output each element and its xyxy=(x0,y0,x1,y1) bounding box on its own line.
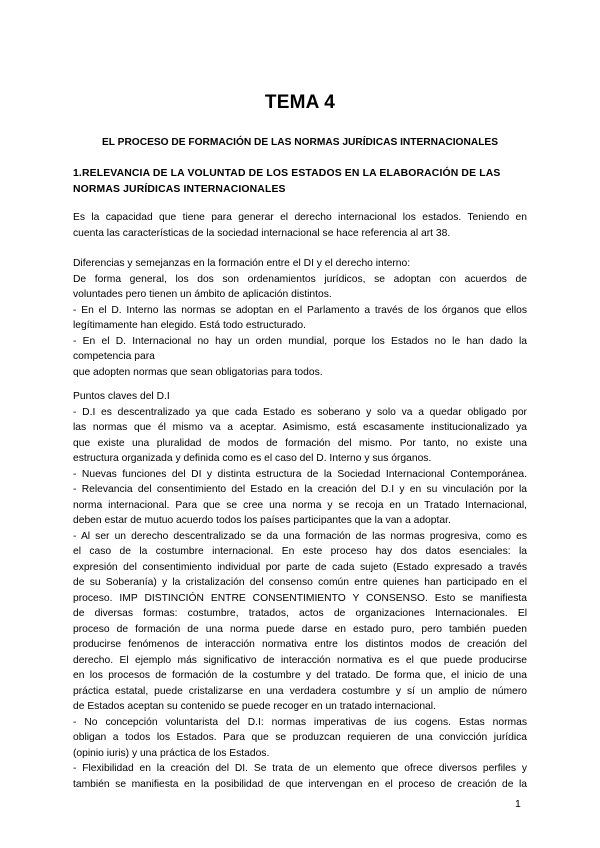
text-line: competencia para xyxy=(73,351,155,362)
intro-paragraph xyxy=(73,210,527,241)
text-line: (opinio iuris) y una práctica de los Estados. xyxy=(73,747,270,759)
text-line: el caso de la costumbre internacional. En este proceso hay dos datos esenciales: la xyxy=(73,546,527,557)
text-line: norma internacional. Para que se cree una norma y se recoja en un Tratado Internacional, xyxy=(73,499,527,511)
text-line: legítimamente han elegido. Está todo estructurado. xyxy=(73,320,306,331)
text-line: producirse fenómenos de interacción normativa entre los distintos modos de creación del xyxy=(73,639,527,650)
text-line: de Estados aceptan su contenido se puede recoger en un tratado internacional. xyxy=(73,701,436,712)
text-line: de diversas formas: costumbre, tratados, actos de organizaciones Internacionales. El xyxy=(73,608,527,619)
text-line: - Relevancia del consentimiento del Estado en la creación del D.I y en su vinculación por la xyxy=(73,484,527,495)
text-line: que existe una pluralidad de modos de formación del mismo. Por tanto, no existe una xyxy=(73,437,527,449)
text-line: Es la capacidad que tiene para generar el derecho internacional los estados. Teniendo en xyxy=(73,212,527,223)
text-line: De forma general, los dos son ordenamientos jurídicos, se adoptan con acuerdos de xyxy=(73,273,527,285)
text-line: deben estar de mutuo acuerdo todos los países participantes que la van a adoptar. xyxy=(73,515,451,526)
text-line: práctica estatal, puede cristalizarse en una verdadera costumbre y sí un amplio de número xyxy=(73,685,527,697)
text-line: - Al ser un derecho descentralizado se da una formación de las normas progresiva, como es xyxy=(73,530,527,542)
text-line: Puntos claves del D.I xyxy=(73,391,170,402)
page-title: TEMA 4 xyxy=(264,92,336,113)
text-line: expresión del consentimiento individual por parte de cada sujeto (Estado expresado a través xyxy=(73,561,527,573)
text-line: voluntades pero tienen un ámbito de aplicación distintos. xyxy=(73,289,332,300)
text-line: cuenta las características de la sociedad internacional se hace referencia al art 38. xyxy=(73,227,451,239)
text-line: que adopten normas que sean obligatorias para todos. xyxy=(73,366,323,378)
page-number: 1 xyxy=(515,798,521,810)
text-line: - En el D. Interno las normas se adoptan en el Parlamento a través de los órganos que ellos xyxy=(73,304,527,316)
text-line: de su Soberanía) y la cristalización del consenso común entre quienes han participado en el xyxy=(73,577,527,588)
text-line: - Flexibilidad en la creación del DI. Se trata de un elemento que ofrece diversos perfiles y xyxy=(73,763,527,774)
text-line: - D.I es descentralizado ya que cada Estado es soberano y solo va a quedar obligado por xyxy=(73,406,527,418)
text-line: - Nuevas funciones del DI y distinta estructura de la Sociedad Internacional Contemporánea. xyxy=(73,468,527,480)
section-heading: 1.RELEVANCIA DE LA VOLUNTAD DE LOS ESTADOS EN LA ELABORACIÓN DE LAS NORMAS JURÍDICAS INTERNACIONALES xyxy=(73,168,501,195)
key-points-section xyxy=(73,389,527,792)
text-line: estructura organizada y definida como es el caso del D. Interno y sus órganos. xyxy=(73,453,432,464)
text-line: proceso. IMP DISTINCIÓN ENTRE CONSENTIMIENTO Y CONSENSO. Esto se manifiesta xyxy=(73,592,527,604)
text-line: proceso de formación de una norma puede darse en estado puro, pero también pueden xyxy=(73,623,527,635)
text-line: las normas que él mismo va a aceptar. Asimismo, está escasamente institucionalizado ya xyxy=(73,422,527,433)
text-line: derecho. El ejemplo más significativo de interacción normativa es el que puede producirse xyxy=(73,654,527,666)
text-line: obligan a todos los Estados. Para que se produzcan requieren de una convicción jurídica xyxy=(73,732,527,743)
text-line: - En el D. Internacional no hay un orden mundial, porque los Estados no le han dado la xyxy=(73,335,527,347)
text-line: - No concepción voluntarista del D.I: normas imperativas de ius cogens. Estas normas xyxy=(73,716,527,728)
text-line: en los procesos de formación de la costumbre y del tratado. De forma que, el inicio de una xyxy=(73,670,527,681)
differences-section xyxy=(73,256,527,380)
text-line: también se manifiesta en la posibilidad de que intervengan en el proceso de creación de la xyxy=(73,778,527,790)
text-line: Diferencias y semejanzas en la formación entre el DI y el derecho interno: xyxy=(73,258,411,269)
document-subtitle: EL PROCESO DE FORMACIÓN DE LAS NORMAS JURÍDICAS INTERNACIONALES xyxy=(101,137,499,148)
